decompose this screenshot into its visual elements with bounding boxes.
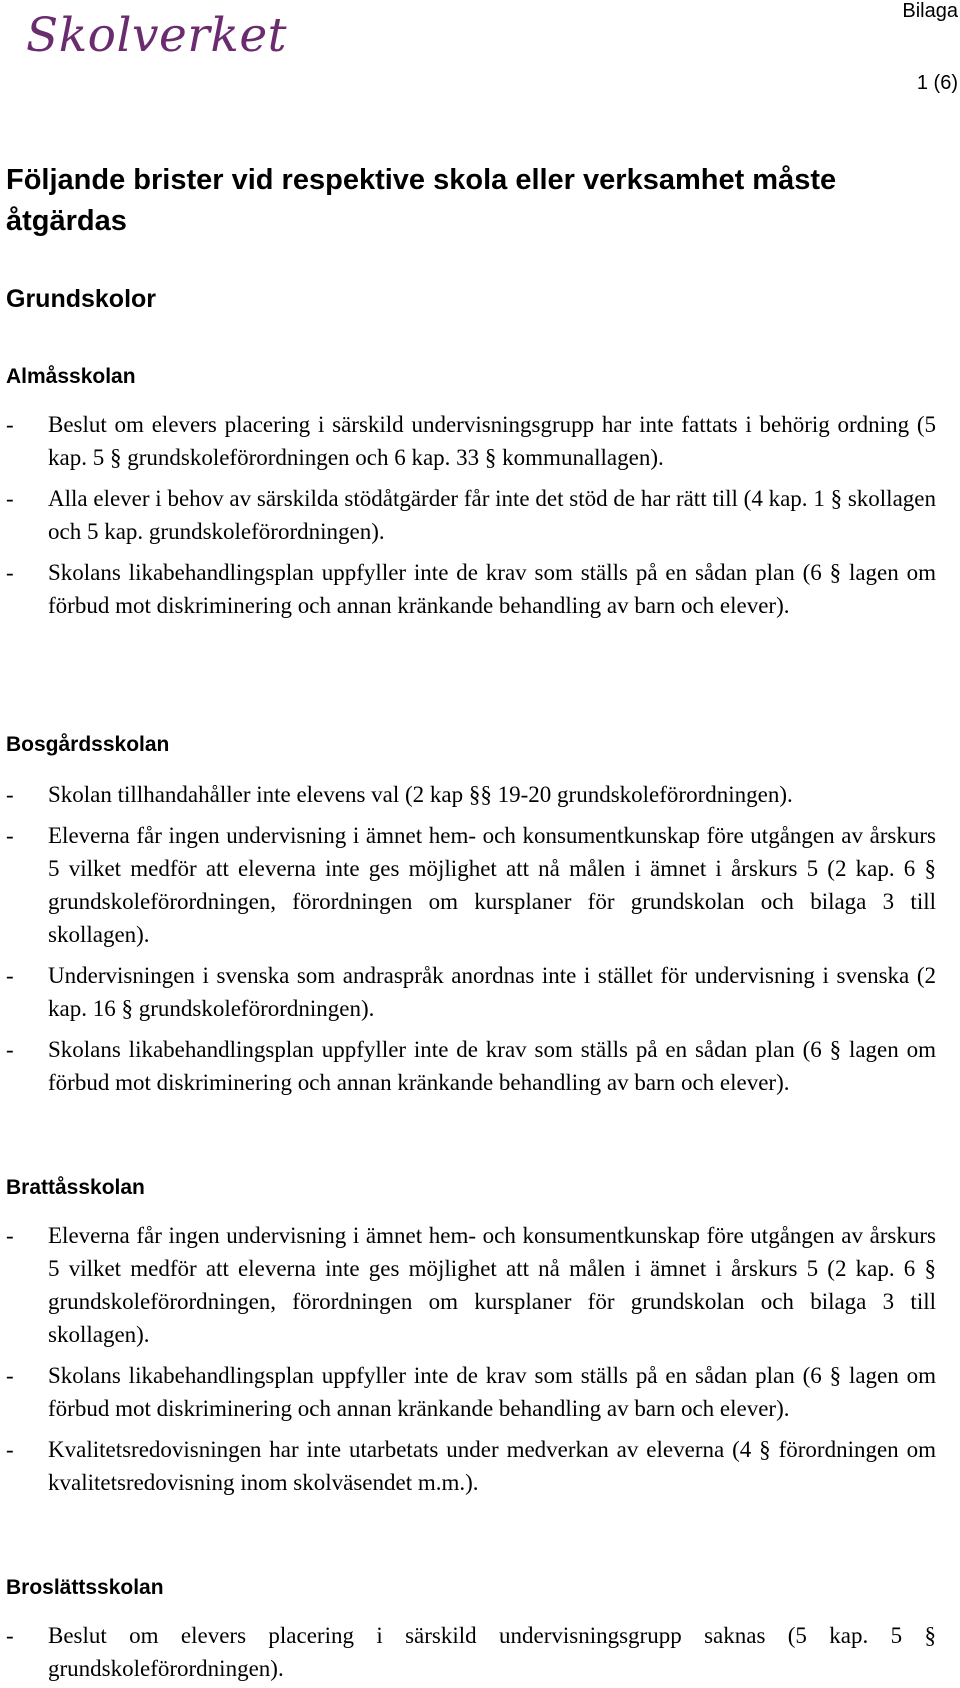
bullet-dash: - xyxy=(6,1623,14,1648)
bullet-dash: - xyxy=(6,1437,14,1462)
list-item: - Skolan tillhandahåller inte elevens val (2 kap §§ 19-20 grundskoleförordningen). xyxy=(6,778,936,811)
deficiency-list-almasskolan xyxy=(6,408,936,622)
document-title: Följande brister vid respektive skola eller verksamhet måste åtgärdas xyxy=(6,164,837,237)
bullet-dash: - xyxy=(6,560,14,585)
deficiency-list-broslattsskolan xyxy=(6,1619,936,1685)
bullet-dash: - xyxy=(6,823,14,848)
skolverket-logo: Skolverket xyxy=(26,8,288,63)
list-item: - Eleverna får ingen undervisning i ämnet hem- och konsumentkunskap före utgången av årskurs 5 vilket medför att eleverna inte ges möjlighet att nå målen i ämnet i årskurs 5 (2 kap. 6 § grundskoleförordningen, förordningen om kursplaner för grundskolan och bilaga 3 till skollagen). xyxy=(6,819,936,951)
list-item: - Beslut om elevers placering i särskild undervisningsgrupp har inte fattats i behörig ordning (5 kap. 5 § grundskoleförordningen och 6 kap. 33 § kommunallagen). xyxy=(6,408,936,474)
bullet-dash: - xyxy=(6,486,14,511)
section-heading: Grundskolor xyxy=(6,285,157,313)
bullet-dash: - xyxy=(6,1223,14,1248)
bullet-dash: - xyxy=(6,1037,14,1062)
list-item: - Skolans likabehandlingsplan uppfyller inte de krav som ställs på en sådan plan (6 § lagen om förbud mot diskriminering och annan kränkande behandling av barn och elever). xyxy=(6,1359,936,1425)
school-heading-bosgardsskolan: Bosgårdsskolan xyxy=(6,733,170,756)
bullet-dash: - xyxy=(6,782,14,807)
bullet-dash: - xyxy=(6,412,14,437)
list-item: - Beslut om elevers placering i särskild undervisningsgrupp saknas (5 kap. 5 § grundskoleförordningen). xyxy=(6,1619,936,1685)
list-item: - Alla elever i behov av särskilda stödåtgärder får inte det stöd de har rätt till (4 kap. 1 § skollagen och 5 kap. grundskoleförordningen). xyxy=(6,482,936,548)
list-item: - Skolans likabehandlingsplan uppfyller inte de krav som ställs på en sådan plan (6 § lagen om förbud mot diskriminering och annan kränkande behandling av barn och elever). xyxy=(6,556,936,622)
school-heading-broslattsskolan: Broslättsskolan xyxy=(6,1576,164,1599)
list-item: - Undervisningen i svenska som andraspråk anordnas inte i stället för undervisning i svenska (2 kap. 16 § grundskoleförordningen). xyxy=(6,959,936,1025)
attachment-label: Bilaga xyxy=(902,0,958,22)
school-heading-brattasskolan: Brattåsskolan xyxy=(6,1176,145,1199)
deficiency-list-brattasskolan xyxy=(6,1219,936,1499)
bullet-dash: - xyxy=(6,963,14,988)
school-heading-almasskolan: Almåsskolan xyxy=(6,365,136,388)
deficiency-list-bosgardsskolan xyxy=(6,778,936,1099)
list-item: - Eleverna får ingen undervisning i ämnet hem- och konsumentkunskap före utgången av årskurs 5 vilket medför att eleverna inte ges möjlighet att nå målen i ämnet i årskurs 5 (2 kap. 6 § grundskoleförordningen, förordningen om kursplaner för grundskolan och bilaga 3 till skollagen). xyxy=(6,1219,936,1351)
bullet-dash: - xyxy=(6,1363,14,1388)
list-item: - Kvalitetsredovisningen har inte utarbetats under medverkan av eleverna (4 § förordningen om kvalitetsredovisning inom skolväsendet m.m.). xyxy=(6,1433,936,1499)
page-number: 1 (6) xyxy=(916,72,958,94)
list-item: - Skolans likabehandlingsplan uppfyller inte de krav som ställs på en sådan plan (6 § lagen om förbud mot diskriminering och annan kränkande behandling av barn och elever). xyxy=(6,1033,936,1099)
